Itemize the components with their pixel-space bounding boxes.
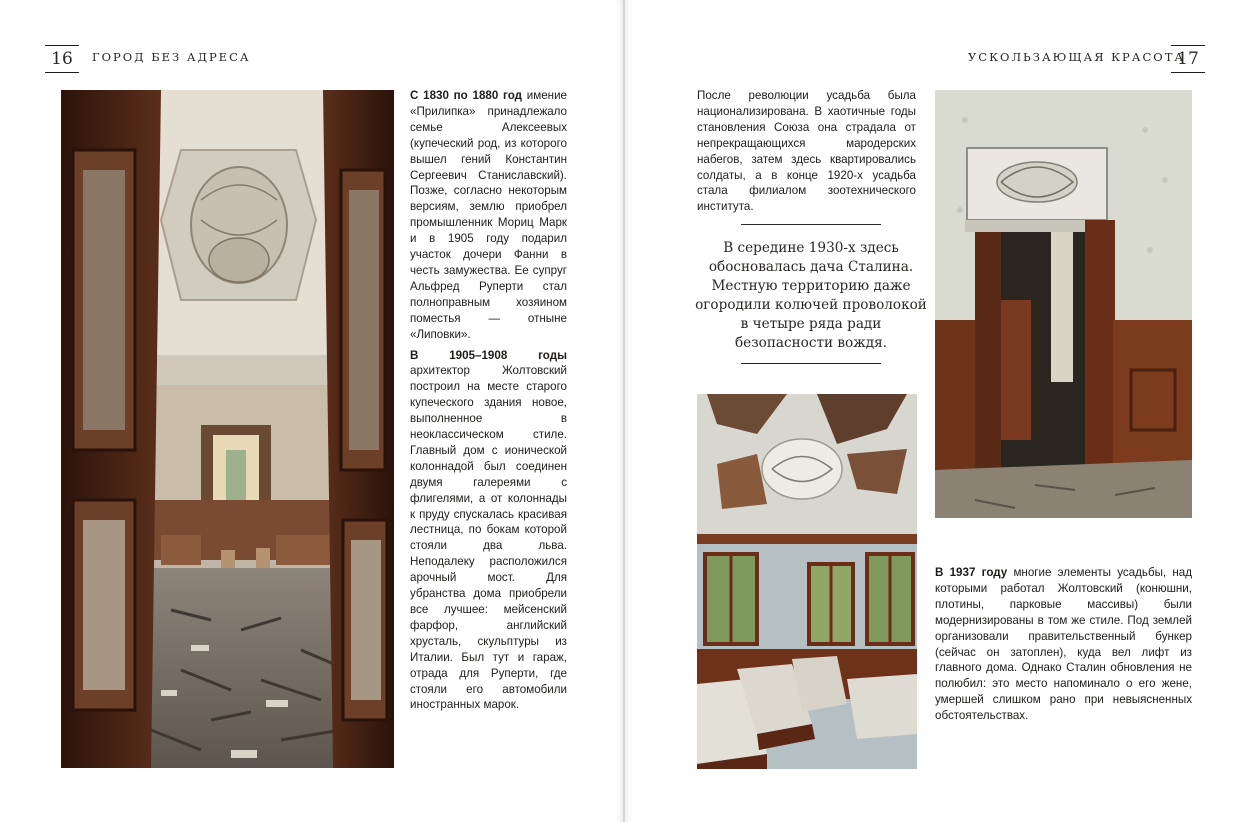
left-body-text <box>410 88 567 718</box>
left-page <box>0 0 624 822</box>
paragraph-1905: В 1905–1908 годы архитектор Жолтовский построил на месте старого купеческого здания новое, выполненное в неоклассическом стиле. Главный дом с ионической колоннадой был соединен двумя галереями с флигелями, а от колоннады к пруду спускалась красивая лестница, по бокам которой стояли два льва. Неподалеку расположился арочный мост. Для убранства дома приобрели все лучшее: мейсенский фарфор, английский хрусталь, скульптуры из Италии. Был тут и гараж, отрада для Руперти, где стояли его автомобили иностранных марок. <box>410 348 567 712</box>
pull-quote-text: В середине 1930-х здесь обосновалась дача Сталина. Местную территорию даже огородили колючей проволокой в четыре ряда ради безопасности вождя. <box>695 240 927 351</box>
photo-open-doors-hall <box>61 90 394 768</box>
pull-quote <box>695 224 927 364</box>
photo-collapsed-ceiling-beds <box>697 394 917 769</box>
photo-doorway-ornament <box>935 90 1192 518</box>
paragraph-revolution: После революции усадьба была национализирована. В хаотичные годы становления Союза она страдала от непрекращающихся мародерских набегов, затем здесь квартировались солдаты, а в конце 1920-х усадьба стала филиалом зоотехнического института. <box>697 89 916 214</box>
running-title-right: УСКОЛЬЗАЮЩАЯ КРАСОТА <box>968 50 1186 64</box>
paragraph-1830: С 1830 по 1880 год имение «Прилипка» принадлежало семье Алексеевых (купеческий род, из которого вышел гений Константин Сергеевич Станиславский). Позже, согласно некоторым версиям, землю приобрел промышленник Мориц Марк и в 1905 году подарил участок дочери Фанни в честь замужества. Ее супруг Альфред Руперти стал полноправным хозяином поместья — отныне «Липовки». <box>410 89 567 341</box>
right-1937-text <box>935 565 1192 729</box>
right-page <box>625 0 1249 822</box>
page-number-right: 17 <box>1171 45 1205 73</box>
right-intro-text <box>697 88 916 220</box>
running-title-left: ГОРОД БЕЗ АДРЕСА <box>92 50 251 64</box>
paragraph-1937: В 1937 году многие элементы усадьбы, над которыми работал Жолтовский (конюшни, плотины, парковые массивы) были модернизированы в том же стиле. Под землей организовали правительственный бункер (сейчас он затоплен), куда вел лифт из главного дома. Однако Сталин обновления не полюбил: это место напоминало о его жене, умершей слишком рано при невыясненных обстоятельствах. <box>935 566 1192 723</box>
page-number-left: 16 <box>45 45 79 73</box>
pull-quote-rule-bottom <box>741 363 881 364</box>
